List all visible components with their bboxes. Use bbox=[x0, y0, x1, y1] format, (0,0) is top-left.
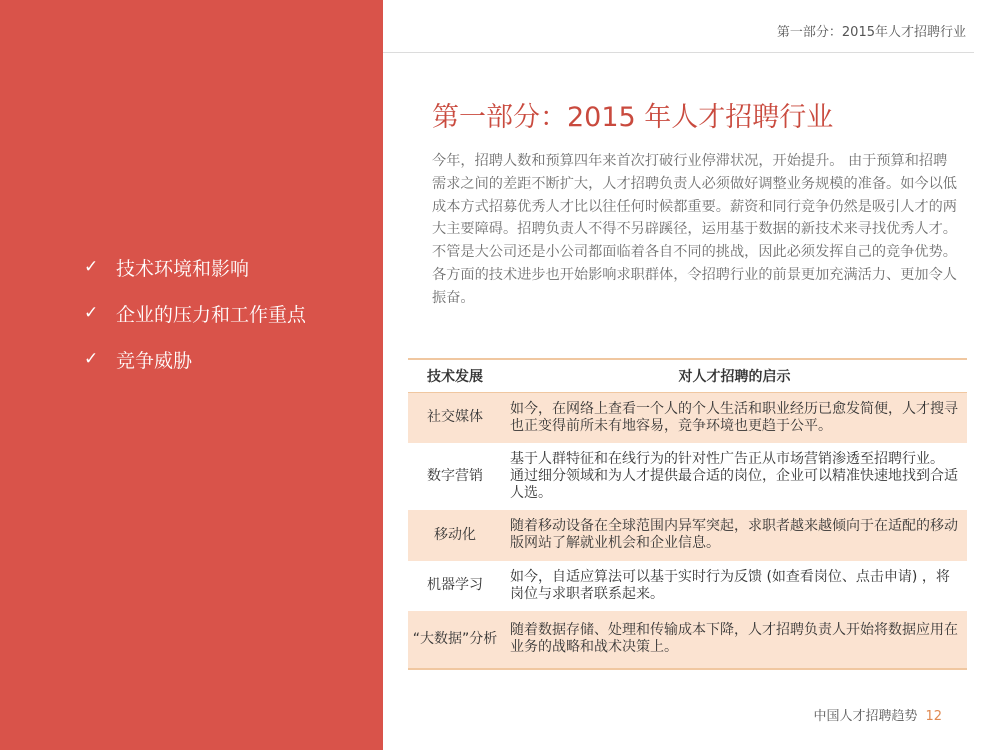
row-category: “大数据”分析 bbox=[408, 611, 502, 669]
row-text: 如今，自适应算法可以基于实时行为反馈 (如查看岗位、点击申请) ，将岗位与求职者联系起来。 bbox=[502, 561, 967, 611]
row-text: 基于人群特征和在线行为的针对性广告正从市场营销渗透至招聘行业。 通过细分领域和为人才提供最合适的岗位，企业可以精准快速地找到合适人选。 bbox=[502, 443, 967, 510]
row-text: 随着数据存储、处理和传输成本下降，人才招聘负责人开始将数据应用在业务的战略和战术决策上。 bbox=[502, 611, 967, 669]
row-category: 机器学习 bbox=[408, 561, 502, 611]
row-category: 数字营销 bbox=[408, 443, 502, 510]
table-row bbox=[408, 561, 967, 611]
check-icon: ✓ bbox=[84, 257, 99, 277]
technology-table bbox=[408, 358, 967, 670]
agenda-item-label: 竞争威胁 bbox=[116, 349, 193, 372]
section-title: 第一部分：2015 年人才招聘行业 bbox=[432, 102, 834, 133]
agenda-item-competition bbox=[84, 346, 306, 372]
check-icon: ✓ bbox=[84, 303, 99, 323]
intro-paragraph: 今年，招聘人数和预算四年来首次打破行业停滞状况，开始提升。 由于预算和招聘需求之间的差距不断扩大，人才招聘负责人必须做好调整业务规模的准备。如今以低成本方式招募优秀人才比以往任何时候都重要。薪资和同行竞争仍然是吸引人才的两大主要障碍。招聘负责人不得不另辟蹊径，运用基于数据的新技术来寻找优秀人才。不管是大公司还是小公司都面临着各自不同的挑战，因此必须发挥自己的竞争优势。各方面的技术进步也开始影响求职群体，令招聘行业的前景更加充满活力、更加令人振奋。 bbox=[432, 153, 957, 306]
check-icon: ✓ bbox=[84, 349, 99, 369]
page-header: 第一部分：2015年人才招聘行业 bbox=[776, 25, 966, 40]
row-text: 随着移动设备在全球范围内异军突起，求职者越来越倾向于在适配的移动版网站了解就业机会和企业信息。 bbox=[502, 510, 967, 561]
table-row bbox=[408, 510, 967, 561]
table-header-row bbox=[408, 359, 967, 393]
agenda-item-label: 企业的压力和工作重点 bbox=[116, 303, 307, 326]
left-panel bbox=[0, 0, 383, 750]
agenda-item-label: 技术环境和影响 bbox=[116, 257, 250, 280]
footer-title: 中国人才招聘趋势 bbox=[813, 709, 918, 724]
column-header-tech: 技术发展 bbox=[408, 359, 502, 393]
agenda-item-tech bbox=[84, 254, 306, 280]
column-header-impact: 对人才招聘的启示 bbox=[502, 359, 967, 393]
row-category: 社交媒体 bbox=[408, 393, 502, 443]
agenda-list bbox=[84, 254, 306, 392]
table-row bbox=[408, 443, 967, 510]
table-row bbox=[408, 393, 967, 443]
row-category: 移动化 bbox=[408, 510, 502, 561]
table-row bbox=[408, 611, 967, 669]
page-footer bbox=[813, 705, 942, 724]
header-divider bbox=[383, 52, 974, 53]
page-number: 12 bbox=[925, 709, 942, 724]
row-text: 如今，在网络上查看一个人的个人生活和职业经历已愈发简便，人才搜寻也正变得前所未有地容易，竞争环境也更趋于公平。 bbox=[502, 393, 967, 443]
agenda-item-pressure bbox=[84, 300, 306, 326]
